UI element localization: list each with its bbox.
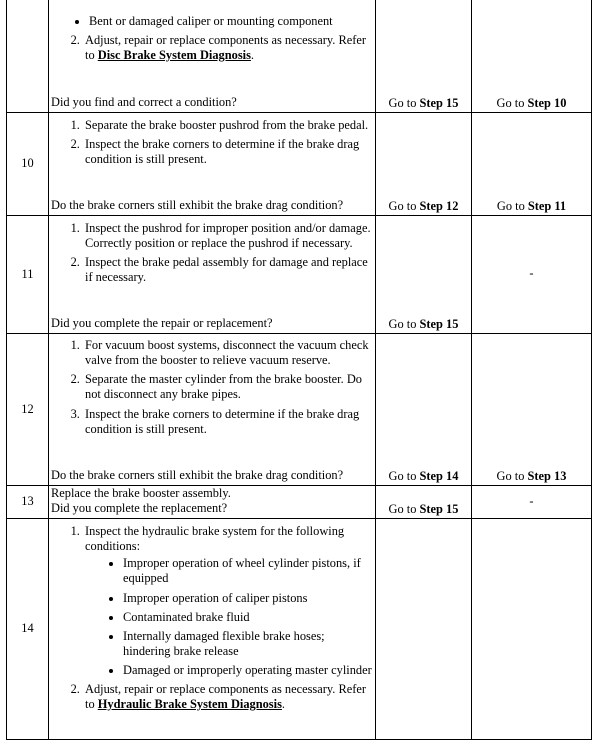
no-cell (472, 519, 592, 740)
no-step-link[interactable]: Step 10 (527, 95, 567, 110)
list-item: 1. Separate the brake booster pushrod from the brake pedal. (83, 118, 373, 133)
table-row (7, 334, 592, 486)
action-cell (49, 216, 376, 334)
yes-cell: Go to Step 15 (376, 486, 472, 519)
table-row (7, 216, 592, 334)
step-number-cell (7, 0, 49, 113)
list-item: 2. Adjust, repair or replace components as necessary. Refer to Disc Brake System Diagnosis. (83, 33, 373, 63)
list-item: • Contaminated brake fluid (123, 610, 373, 625)
table-row (7, 486, 592, 519)
action-cell (49, 519, 376, 740)
yes-cell: Go to Step 14 (376, 334, 472, 486)
list-item: 2. Inspect the brake pedal assembly for damage and replace if necessary. (83, 255, 373, 285)
list-item: • Improper operation of caliper pistons (123, 591, 373, 606)
yes-cell: Go to Step 15 (376, 216, 472, 334)
question-text: Did you find and correct a condition? (51, 94, 237, 109)
step-number-cell: 11 (7, 216, 49, 334)
no-step-link[interactable]: Step 13 (527, 468, 567, 483)
action-cell (49, 113, 376, 216)
yes-cell: Go to Step 15 (376, 0, 472, 113)
no-step-link[interactable]: Step 11 (527, 198, 567, 213)
list-item: 1. For vacuum boost systems, disconnect the vacuum check valve from the booster to relieve vacuum reserve. (83, 338, 373, 368)
no-cell: Go to Step 10 (472, 0, 592, 113)
question-text: Do the brake corners still exhibit the brake drag condition? (51, 467, 344, 482)
list-item: • Improper operation of wheel cylinder pistons, if equipped (123, 556, 373, 586)
diagnostic-table (6, 0, 592, 740)
list-item: 1. Inspect the pushrod for improper position and/or damage. Correctly position or replace the pushrod if necessary. (83, 221, 373, 251)
action-cell (49, 0, 376, 113)
yes-step-link[interactable]: Step 15 (419, 501, 459, 516)
no-cell: - (472, 216, 592, 334)
disc-brake-diagnosis-link[interactable]: Disc Brake System Diagnosis (97, 48, 251, 63)
step-number-cell: 12 (7, 334, 49, 486)
table-row (7, 0, 592, 113)
step-number-cell: 13 (7, 486, 49, 519)
action-cell (49, 334, 376, 486)
table-row (7, 113, 592, 216)
list-item: 1. Inspect the hydraulic brake system for the following conditions: • Improper operation of wheel cylinder pistons, if equipped • Improper operation of caliper pistons • Contaminated brake fluid • Internally damaged flexible brake hoses; hindering brake release • Damaged or improperly operating master cylinder (83, 524, 373, 678)
list-item: • Bent or damaged caliper or mounting component (89, 14, 373, 29)
question-text: Did you complete the repair or replacement? (51, 315, 273, 330)
question-text: Do the brake corners still exhibit the brake drag condition? (51, 197, 344, 212)
yes-step-link[interactable]: Step 14 (419, 468, 459, 483)
table-row (7, 519, 592, 740)
list-item: 2. Inspect the brake corners to determine if the brake drag condition is still present. (83, 137, 373, 167)
list-item: 2. Adjust, repair or replace components as necessary. Refer to Hydraulic Brake System Diagnosis. (83, 682, 373, 712)
yes-step-link[interactable]: Step 12 (419, 198, 459, 213)
list-item: • Internally damaged flexible brake hoses; hindering brake release (123, 629, 373, 659)
yes-step-link[interactable]: Step 15 (419, 95, 459, 110)
step-number-cell: 10 (7, 113, 49, 216)
list-item: 3. Inspect the brake corners to determine if the brake drag condition is still present. (83, 407, 373, 437)
action-text: Replace the brake booster assembly. (51, 486, 231, 500)
yes-step-link[interactable]: Step 15 (419, 316, 459, 331)
yes-cell (376, 519, 472, 740)
hydraulic-brake-diagnosis-link[interactable]: Hydraulic Brake System Diagnosis (97, 697, 282, 712)
step-number-cell: 14 (7, 519, 49, 740)
no-cell: Go to Step 13 (472, 334, 592, 486)
action-cell (49, 486, 376, 519)
no-cell: - (472, 486, 592, 519)
no-cell: Go to Step 11 (472, 113, 592, 216)
list-item: • Damaged or improperly operating master cylinder (123, 663, 373, 678)
list-item: 2. Separate the master cylinder from the brake booster. Do not disconnect any brake pipes. (83, 372, 373, 402)
question-text: Did you complete the replacement? (51, 501, 228, 516)
yes-cell: Go to Step 12 (376, 113, 472, 216)
